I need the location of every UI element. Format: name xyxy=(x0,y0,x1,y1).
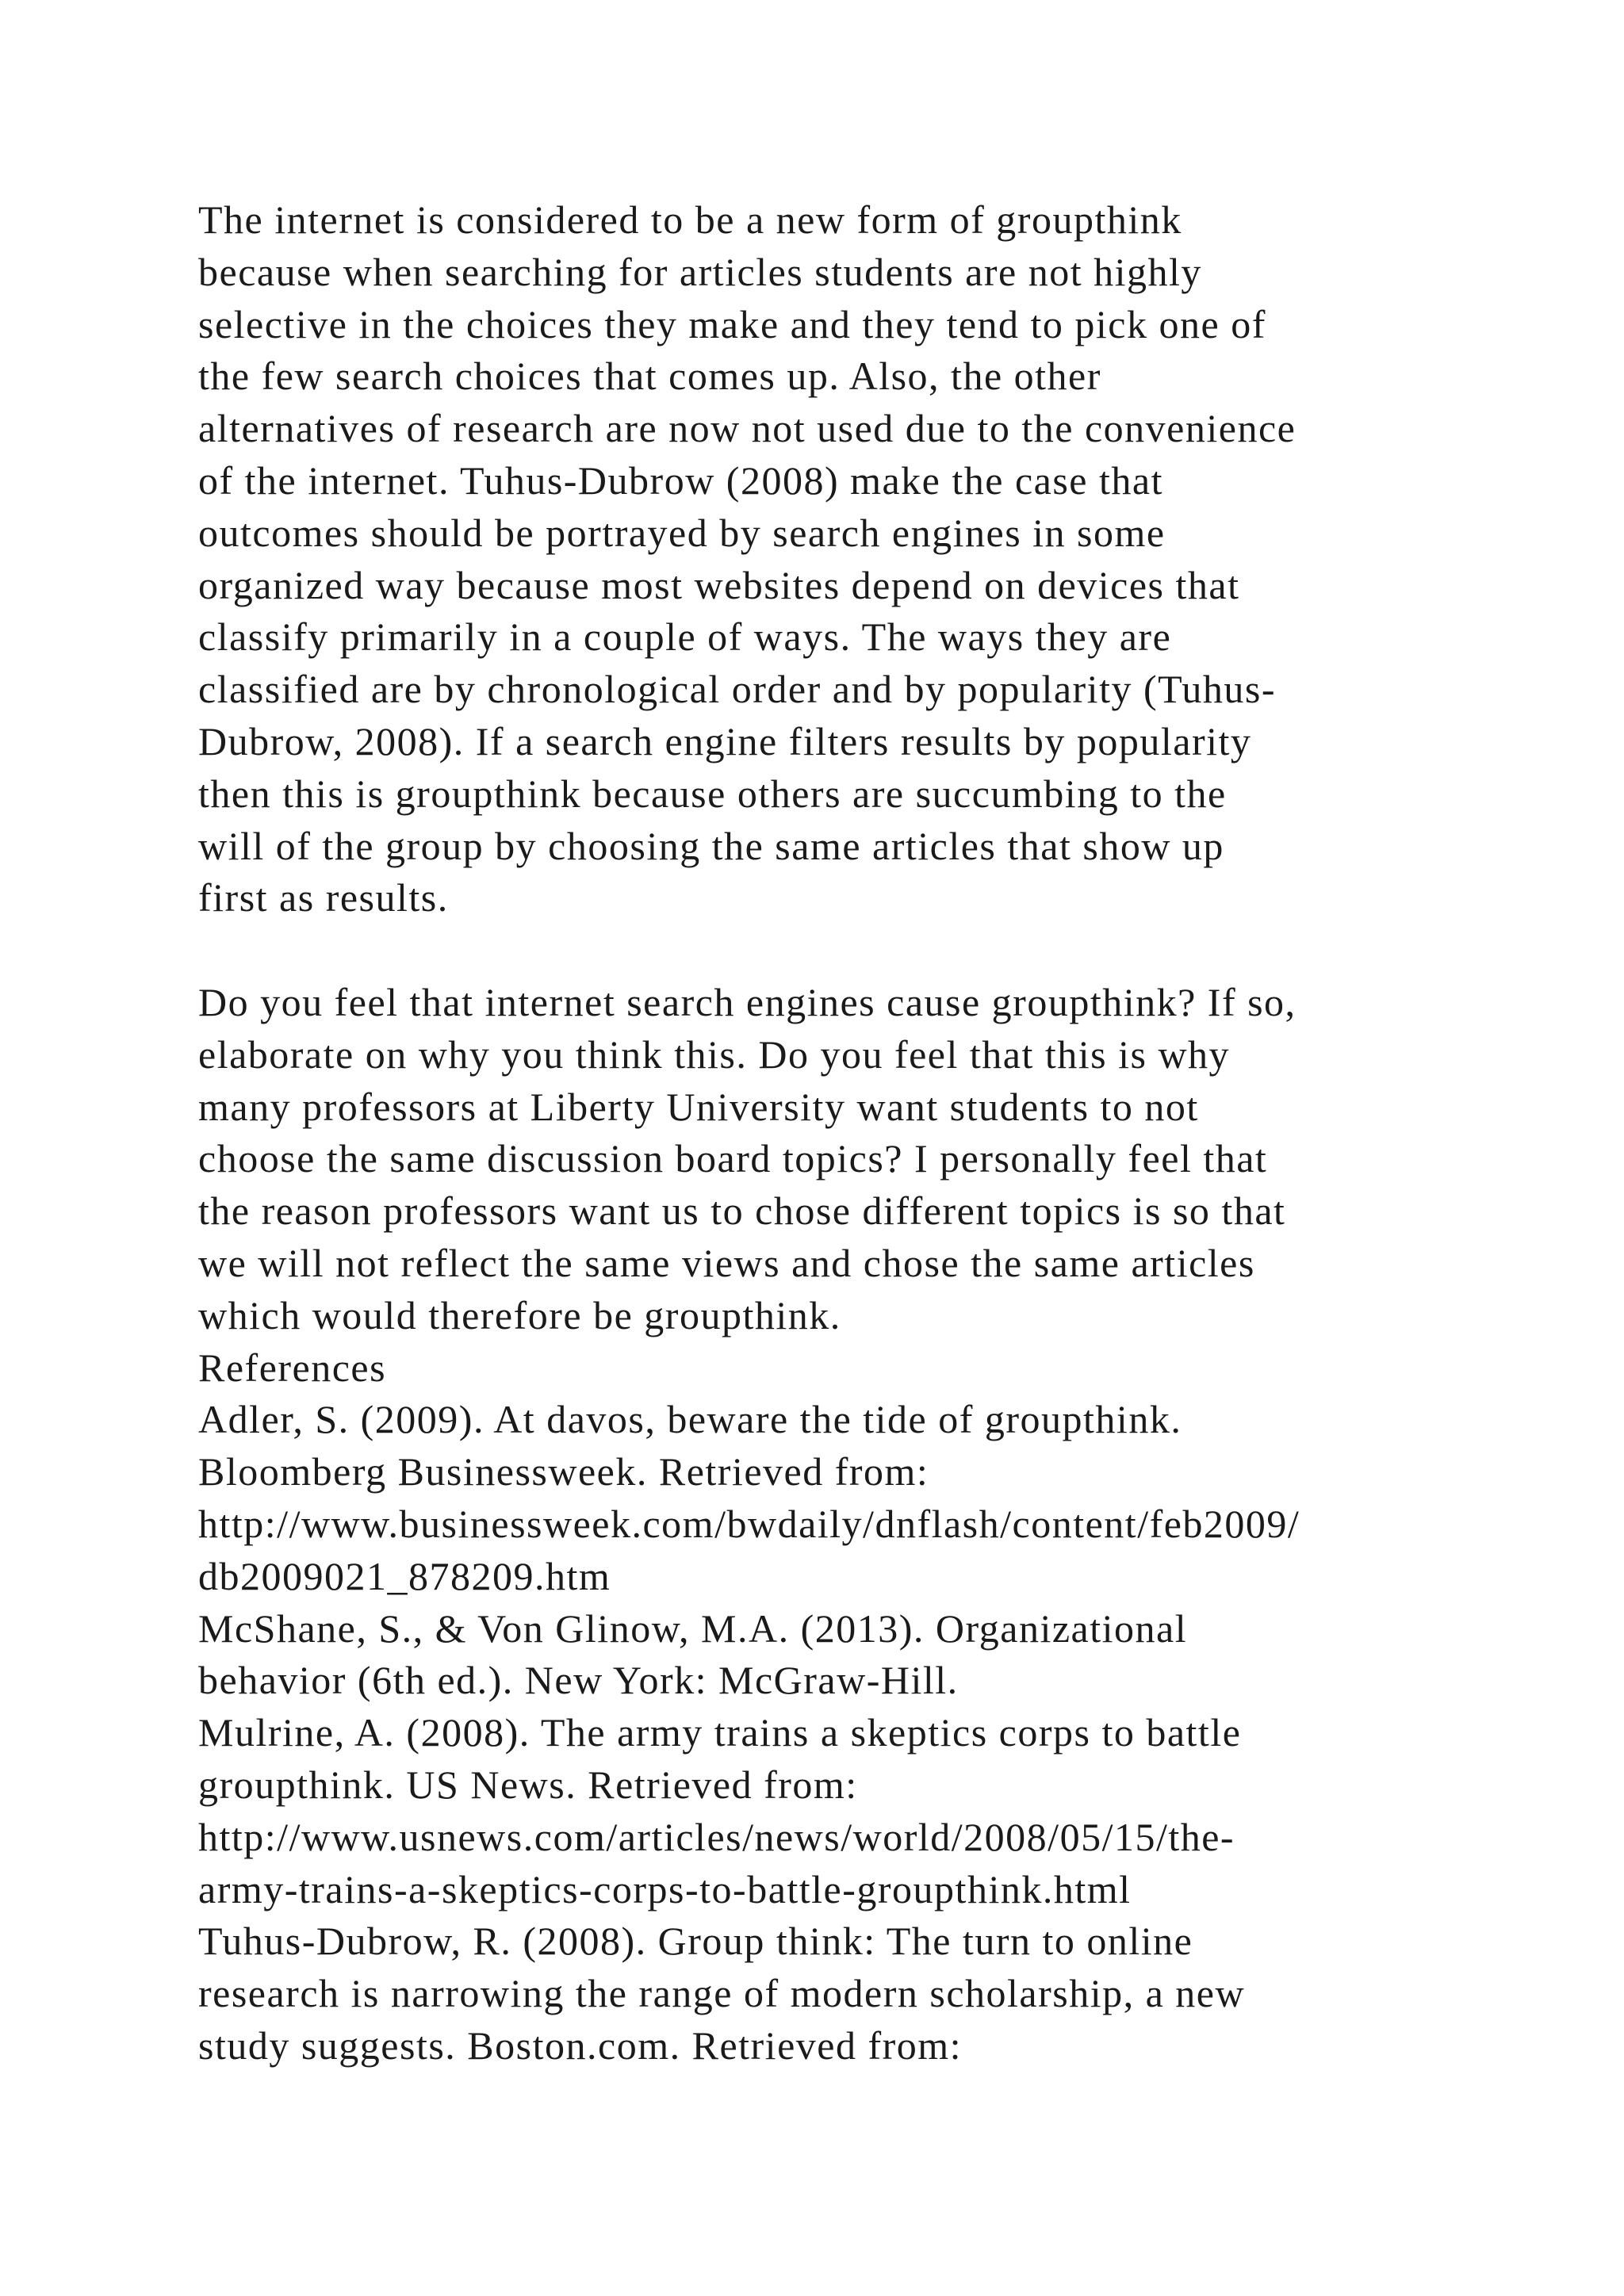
reference-line: research is narrowing the range of modern scholarship, a new xyxy=(198,1971,1246,2016)
text-line: because when searching for articles students are not highly xyxy=(198,249,1202,294)
text-line: which would therefore be groupthink. xyxy=(198,1292,841,1337)
reference-line: Adler, S. (2009). At davos, beware the tide of groupthink. xyxy=(198,1397,1182,1442)
reference-line: groupthink. US News. Retrieved from: xyxy=(198,1762,858,1807)
reference-line: behavior (6th ed.). New York: McGraw-Hill. xyxy=(198,1658,959,1703)
text-line: will of the group by choosing the same articles that show up xyxy=(198,823,1224,868)
text-line: The internet is considered to be a new form of groupthink xyxy=(198,197,1182,242)
reference-url: http://www.businessweek.com/bwdaily/dnflash/content/feb2009/ xyxy=(198,1501,1300,1546)
text-line: alternatives of research are now not used due to the convenience xyxy=(198,406,1297,451)
text-line: the reason professors want us to chose different topics is so that xyxy=(198,1188,1286,1234)
reference-line: Bloomberg Businessweek. Retrieved from: xyxy=(198,1449,929,1494)
text-line: selective in the choices they make and they tend to pick one of xyxy=(198,301,1266,346)
text-line: Do you feel that internet search engines cause groupthink? If so, xyxy=(198,979,1297,1024)
text-line: many professors at Liberty University want students to not xyxy=(198,1084,1199,1129)
text-line: classify primarily in a couple of ways. The ways they are xyxy=(198,614,1172,660)
document-page xyxy=(198,194,1451,2072)
text-line: Dubrow, 2008). If a search engine filters results by popularity xyxy=(198,718,1252,763)
body-paragraph-1 xyxy=(198,194,1451,924)
reference-line: Tuhus-Dubrow, R. (2008). Group think: The turn to online xyxy=(198,1919,1193,1964)
body-paragraph-2 xyxy=(198,977,1451,1342)
text-line: the few search choices that comes up. Also, the other xyxy=(198,354,1101,399)
reference-url: http://www.usnews.com/articles/news/world/2008/05/15/the- xyxy=(198,1814,1235,1859)
references-list xyxy=(198,1394,1451,2072)
text-line: outcomes should be portrayed by search engines in some xyxy=(198,510,1166,555)
reference-line: study suggests. Boston.com. Retrieved from: xyxy=(198,2022,963,2068)
text-line: organized way because most websites depend on devices that xyxy=(198,562,1240,607)
reference-line: McShane, S., & Von Glinow, M.A. (2013). Organizational xyxy=(198,1605,1188,1651)
text-line: classified are by chronological order and by popularity (Tuhus- xyxy=(198,667,1277,712)
reference-url: army-trains-a-skeptics-corps-to-battle-groupthink.html xyxy=(198,1866,1132,1911)
text-line: first as results. xyxy=(198,875,449,920)
references-heading: References xyxy=(198,1345,387,1390)
paragraph-spacer xyxy=(198,924,1451,977)
text-line: choose the same discussion board topics? I personally feel that xyxy=(198,1136,1268,1181)
text-line: we will not reflect the same views and chose the same articles xyxy=(198,1240,1255,1285)
reference-line: Mulrine, A. (2008). The army trains a skeptics corps to battle xyxy=(198,1710,1242,1755)
text-line: elaborate on why you think this. Do you feel that this is why xyxy=(198,1031,1231,1077)
reference-url: db2009021_878209.htm xyxy=(198,1553,611,1598)
text-line: of the internet. Tuhus-Dubrow (2008) make the case that xyxy=(198,457,1163,503)
text-line: then this is groupthink because others are succumbing to the xyxy=(198,771,1227,816)
